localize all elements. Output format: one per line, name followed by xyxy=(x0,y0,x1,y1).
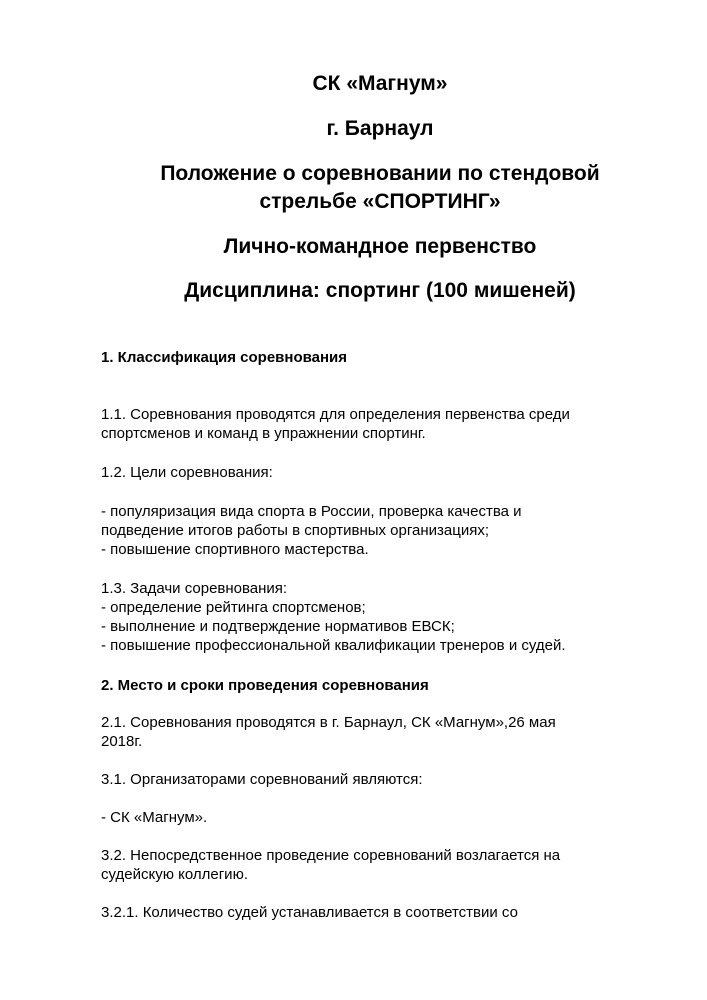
paragraph-1-2-list xyxy=(101,502,522,559)
paragraph-3-2-line: 3.2. Непосредственное проведение соревнований возлагается на xyxy=(101,847,561,864)
section-1-heading: 1. Классификация соревнования xyxy=(101,349,348,366)
paragraph-1-1 xyxy=(101,405,570,443)
document-title-line-2: стрельбе «СПОРТИНГ» xyxy=(259,190,501,213)
list-item: - популяризация вида спорта в России, проверка качества и xyxy=(101,503,522,520)
paragraph-3-1: 3.1. Организаторами соревнований являются: xyxy=(101,771,423,788)
paragraph-1-3-heading: 1.3. Задачи соревнования: xyxy=(101,580,288,597)
paragraph-1-1-line: 1.1. Соревнования проводятся для определения первенства среди xyxy=(101,406,570,423)
paragraph-2-1 xyxy=(101,713,556,751)
paragraph-2-1-line: 2.1. Соревнования проводятся в г. Барнаул, СК «Магнум»,26 мая xyxy=(101,714,556,731)
section-2-heading: 2. Место и сроки проведения соревнования xyxy=(101,677,429,694)
document-title-line-1: Положение о соревновании по стендовой xyxy=(160,162,600,185)
city-title: г. Барнаул xyxy=(326,117,434,140)
paragraph-2-1-line: 2018г. xyxy=(101,733,143,750)
list-item: - повышение профессиональной квалификации тренеров и судей. xyxy=(101,637,566,654)
paragraph-3-2-line: судейскую коллегию. xyxy=(101,866,248,883)
list-item: подведение итогов работы в спортивных организациях; xyxy=(101,522,489,539)
list-item: - повышение спортивного мастерства. xyxy=(101,541,369,558)
paragraph-3-1-item: - СК «Магнум». xyxy=(101,809,208,826)
org-title: СК «Магнум» xyxy=(312,72,448,95)
championship-title: Лично-командное первенство xyxy=(223,235,537,258)
paragraph-3-2-1: 3.2.1. Количество судей устанавливается в соответствии со xyxy=(101,904,518,921)
list-item: - выполнение и подтверждение нормативов ЕВСК; xyxy=(101,618,455,635)
paragraph-3-2 xyxy=(101,846,560,884)
paragraph-1-1-line: спортсменов и команд в упражнении спортинг. xyxy=(101,425,426,442)
list-item: - определение рейтинга спортсменов; xyxy=(101,599,366,616)
paragraph-1-3 xyxy=(101,579,566,655)
discipline-title: Дисциплина: спортинг (100 мишеней) xyxy=(184,279,576,302)
paragraph-1-2-heading: 1.2. Цели соревнования: xyxy=(101,464,273,481)
